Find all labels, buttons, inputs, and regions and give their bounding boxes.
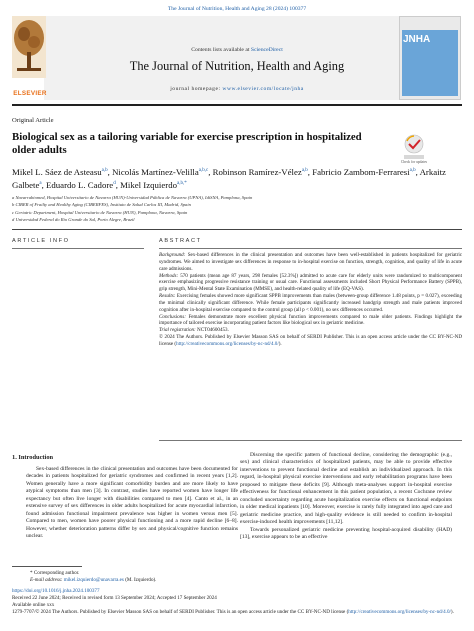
author-name[interactable]: Eduardo L. Cadore$^d$ [46,180,116,191]
author-list: Mikel L. Sáez de Asteasu$^{a,b}$, Nicolás Martínez-Velilla$^{a,b,c}$, Robinson Ramírez-Vélez$^{a,b}$, Fabricio Zambom-Ferraresi$^{a,b}$, Arkaitz Galbete$^a$, Eduardo L. Cadore$^d$, Mikel Izquierdo$^{a,b,*}$ [12,166,446,191]
abstract-bottom-rule [159,440,462,441]
author-name[interactable]: Robinson Ramírez-Vélez$^{a,b}$ [212,166,308,177]
article-info-rule [12,248,144,249]
article-type: Original Article [12,117,54,124]
author-affiliation-marker[interactable]: a,b [409,168,416,173]
homepage-link[interactable]: www.elsevier.com/locate/jnha [222,86,304,92]
elsevier-tree-logo-icon [12,16,46,78]
author-name[interactable]: Fabricio Zambom-Ferraresi$^{a,b}$ [312,166,416,177]
results-text: Exercising females showed more significant SPPB improvements than males (between-group difference 1.48 points, p = 0.027), exceeding the minimal clinically significant difference. While female participants significantly increased handgrip strength and male patients improved cognition after in-hospital exercise compared to the control group (all p < 0.001), no sex differences occurred. [159,293,462,313]
author-affiliation-marker[interactable]: a,b [301,168,308,173]
email-line [12,577,462,584]
abstract-rule [159,248,462,249]
available-line: Available online xxx [12,602,55,608]
methods-text: 570 patients (mean age 87 years, 298 females [52.3%]) admitted to acute care for elderly units were randomized to multicomponent exercise emphasizing progressive resistance training or usual care. Functional assessments included Short Physical Performance Battery (SPPB), grip strength, Mini-Mental State Examination (MMSE), and health-related quality of life (EQ-VAS). [159,272,462,293]
email-suffix: (M. Izquierdo). [123,577,157,583]
abstract-conclusions [159,314,462,328]
intro-paragraph: Towards personalized geriatric medicine preventing hospital-acquired disability (HAD) [13], exercise appears to be an effective [240,526,452,540]
affiliation-line: a Navarrabiomed, Hospital Universitario de Navarra (HUN)-Universidad Pública de Navarra (UPNA), IdiSNA, Pamplona, Spain [12,195,253,200]
footnote-rule [12,566,82,567]
contents-prefix: Contents lists available at [191,47,251,53]
intro-paragraph: Sex-based differences in the clinical presentation and outcomes have been documented for decades in patients hospitalized for geriatric syndromes and confirmed in recent years [1,2]. Women generally have a more significant comorbidity burden and are more likely to have atypical symptoms than men [3]. In contrast, studies have reported women have longer life expectancy but often live longer with disabilities compared to men [4]. Canto et al., in an extensive survey of sex differences in older adults hospitalized for acute myocardial infarction, found admission functional impairment prevalence was higher in women versus men [5]. Compared to men, women have poorer physical functioning and a more rapid decline [6–8]. However, whether deterioration patterns differ by sex and physical/cognitive function remains unclear. [26,466,238,540]
intro-paragraph: Discerning the specific pattern of functional decline, considering the demographic (e.g., sex) and clinical characteristics of hospitalized patients, may be able to provide effective interventions to prevent functional decline and establish an individualized approach. In this regard, in-hospital physical exercise interventions and early rehabilitation programs have been proposed to mitigate these deficits [9]. Although meta-analyses support in-hospital exercise effectiveness for functional enhancement in this patient population, a recent Cochrane review concluded uncertainty regarding acute hospitalization exercise effects on functional endpoints in older medical inpatients [10]. Moreover, exercise is rarely fully integrated into aged care and geriatric medicine practice, and high-quality evidence is still needed to confirm in-hospital exercise-induced health improvements [11,12]. [240,452,452,526]
journal-cover-title: JNHA [403,34,431,45]
conclusions-label: Conclusions: [159,313,186,320]
copyright-line [12,609,462,616]
author-name[interactable]: Arkaitz Galbete$^a$ [12,166,446,191]
running-citation[interactable]: The Journal of Nutrition, Health and Aging 28 (2024) 100377 [167,6,307,12]
journal-title: The Journal of Nutrition, Health and Aging [129,59,345,73]
abstract-background [159,252,462,273]
background-text: Sex-based differences in the clinical presentation and outcomes have been well-established in patients hospitalized for geriatric syndromes. We aimed to investigate sex differences in response to in-hospital exercise on function, strength, cognition, and quality of life in acute care admissions. [159,252,462,272]
trial-label: Trial registration: [159,327,196,334]
homepage-prefix: journal homepage: [170,86,223,92]
methods-label: Methods: [159,272,179,279]
contents-line [44,47,430,53]
author-affiliation-marker[interactable]: a [39,181,42,187]
email-link[interactable]: mikel.izquierdo@unavarra.es [63,577,124,583]
conclusions-text: Females demonstrate more excellent physical function improvements compared to male older patients. Findings highlight the importance of tailored exercise incorporating patient factors like biological sex in geriatric medicine. [159,313,462,327]
corresponding-author-note: * Corresponding author. [30,570,80,576]
abstract-results [159,293,462,314]
article-info-label: ARTICLE INFO [12,238,70,244]
trial-text: NCT04600453. [195,327,229,334]
copyright-text: 1279-7707/© 2024 The Authors. Published by Elsevier Masson SAS on behalf of SERDI Publisher. This is an open access article under the CC BY-NC-ND license ( [12,609,349,615]
sciencedirect-link[interactable]: ScienceDirect [250,47,283,53]
affiliation-rule [12,229,462,230]
affiliations [12,194,462,223]
affiliation-line: c Geriatric Department, Hospital Universitario de Navarra (HUN), Pamplona, Navarra, Spain [12,209,188,215]
footnotes [12,570,462,616]
abstract-body [159,252,462,348]
author-name[interactable]: Nicolás Martínez-Velilla$^{a,b,c}$ [112,166,209,177]
author-affiliation-marker[interactable]: a,b,c [198,168,209,173]
author-name[interactable]: Mikel L. Sáez de Asteasu$^{a,b}$ [12,166,108,177]
check-for-updates-label: Check for updates [400,160,428,164]
affiliation-line: d Universidad Federal do Rio Grande do Sul, Porto Alegre, Brazil [12,216,135,222]
abstract-methods [159,273,462,294]
section-heading-introduction: 1. Introduction [12,454,54,461]
body-column-right [240,452,452,541]
author-name[interactable]: Mikel Izquierdo$^{a,b,*}$ [120,180,187,191]
license-suffix: ). [278,340,282,347]
doi-link[interactable]: https://doi.org/10.1016/j.jnha.2024.100377 [12,588,100,594]
body-column-left [26,466,238,541]
results-label: Results: [159,293,176,300]
article-title: Biological sex as a tailoring variable for exercise prescription in hospitalized older adults [12,131,362,156]
journal-homepage [44,86,430,92]
abstract-label: ABSTRACT [159,238,202,244]
affiliation-line: b CIBER of Frailty and Healthy Aging (CIBERFES), Instituto de Salud Carlos III, Madrid, Spain [12,202,191,208]
email-label: E-mail address: [30,577,64,583]
author-affiliation-marker[interactable]: d [113,181,116,187]
header-rule [12,104,462,106]
dates-line: Received 22 June 2024; Received in revised form 13 September 2024; Accepted 17 September 2024 [12,595,217,601]
abstract-license [159,334,462,348]
publisher-wordmark: ELSEVIER [13,90,47,97]
author-affiliation-marker[interactable]: a,b [101,168,108,173]
author-affiliation-marker[interactable]: a,b,* [177,181,187,187]
copyright-license-link[interactable]: http://creativecommons.org/licenses/by-nc-nd/4.0/ [348,609,451,615]
license-text: © 2024 The Authors. Published by Elsevier Masson SAS on behalf of SERDI Publisher. This is an open access article under the CC BY-NC-ND license ( [159,334,462,347]
license-link[interactable]: http://creativecommons.org/licenses/by-nc-nd/4.0/ [176,340,279,347]
check-for-updates-icon[interactable] [402,133,426,161]
background-label: Background: [159,252,186,258]
copyright-suffix: ). [450,609,454,615]
